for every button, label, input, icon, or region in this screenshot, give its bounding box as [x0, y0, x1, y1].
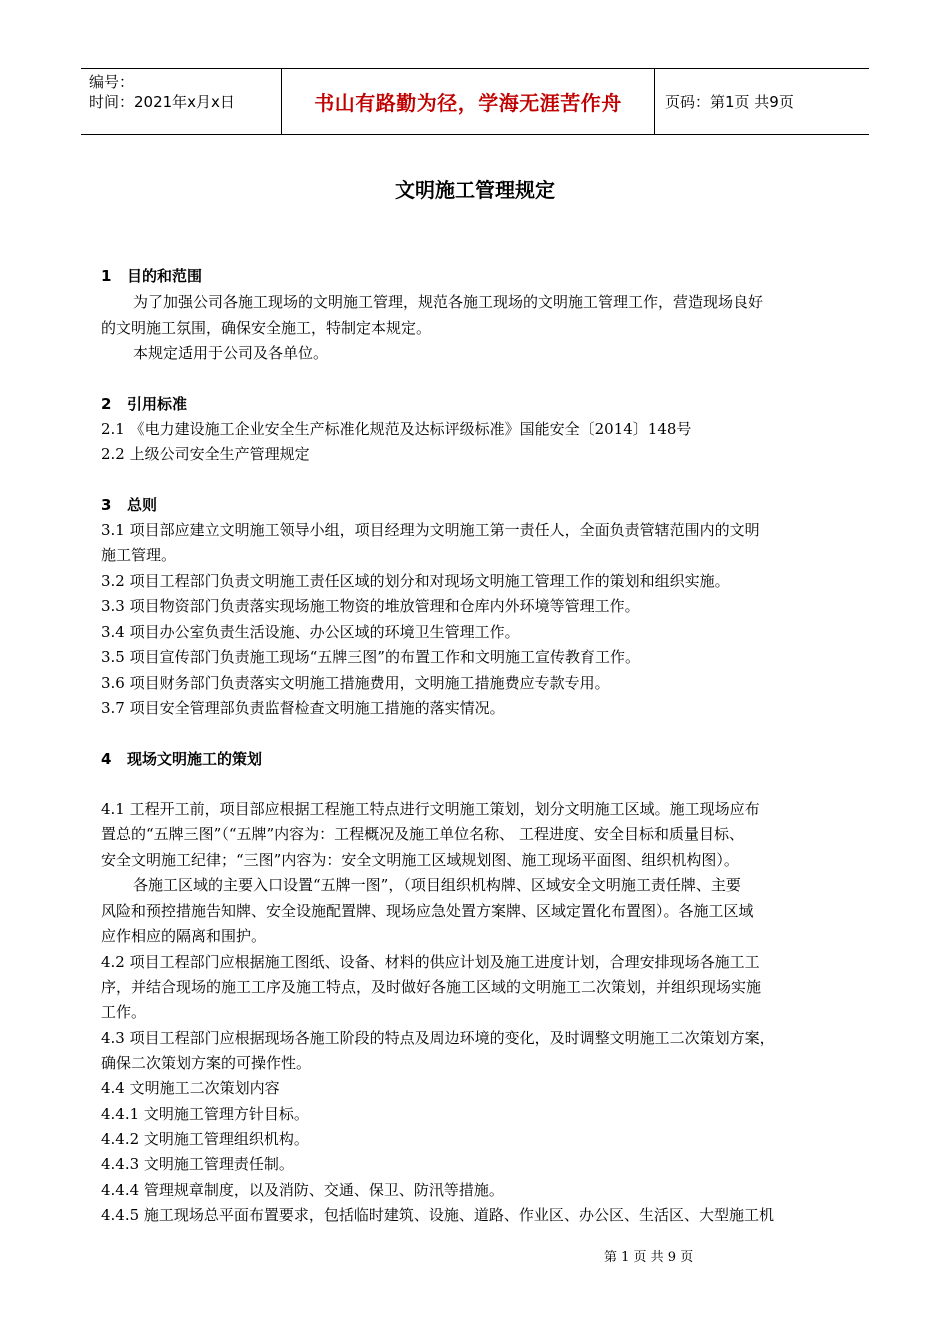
paragraph-line: 3.1 项目部应建立文明施工领导小组，项目经理为文明施工第一责任人，全面负责管辖范围内的文明	[101, 521, 760, 539]
paragraph-line: 4.4.1 文明施工管理方针目标。	[101, 1105, 309, 1123]
document-title: 文明施工管理规定	[395, 178, 555, 202]
paragraph-line: 3.4 项目办公室负责生活设施、办公区域的环境卫生管理工作。	[101, 623, 520, 641]
paragraph-line: 4.4.4 管理规章制度，以及消防、交通、保卫、防汛等措施。	[101, 1181, 504, 1199]
paragraph-line: 确保二次策划方案的可操作性。	[101, 1054, 312, 1072]
paragraph-line: 4.2 项目工程部门应根据施工图纸、设备、材料的供应计划及施工进度计划，合理安排现场各施工工	[101, 953, 760, 971]
section-title: 目的和范围	[127, 267, 203, 285]
paragraph-line: 3.5 项目宣传部门负责施工现场“五牌三图”的布置工作和文明施工宣传教育工作。	[101, 648, 640, 666]
section-heading-2	[101, 394, 187, 414]
document-header	[81, 68, 869, 135]
paragraph-line: 的文明施工氛围，确保安全施工，特制定本规定。	[101, 319, 432, 337]
header-page-code: 页码：第1页 共9页	[665, 93, 794, 111]
paragraph-line: 置总的“五牌三图”（“五牌”内容为：工程概况及施工单位名称、 工程进度、安全目标和质量目标、	[101, 825, 744, 843]
paragraph-line: 风险和预控措施告知牌、安全设施配置牌、现场应急处置方案牌、区域定置化布置图）。各施工区域	[101, 902, 754, 920]
paragraph-line: 安全文明施工纪律；“三图”内容为：安全文明施工区域规划图、施工现场平面图、组织机构图）。	[101, 851, 739, 869]
paragraph-line: 序，并结合现场的施工工序及施工特点，及时做好各施工区域的文明施工二次策划，并组织现场实施	[101, 978, 762, 996]
section-number: 4	[101, 750, 112, 768]
paragraph-line: 4.4.3 文明施工管理责任制。	[101, 1155, 294, 1173]
paragraph-line: 应作相应的隔离和围护。	[101, 927, 267, 945]
document-number-label: 编号：	[89, 73, 135, 91]
section-heading-3	[101, 495, 157, 515]
section-title: 总则	[127, 496, 158, 514]
page-footer: 第 1 页 共 9 页	[604, 1250, 694, 1265]
document-date: 时间：2021年x月x日	[89, 93, 235, 111]
paragraph-line: 工作。	[101, 1003, 147, 1021]
paragraph-line: 4.1 工程开工前，项目部应根据工程施工特点进行文明施工策划，划分文明施工区域。施工现场应布	[101, 800, 760, 818]
section-number: 3	[101, 496, 112, 514]
section-title: 现场文明施工的策划	[127, 750, 263, 768]
paragraph-line: 3.7 项目安全管理部负责监督检查文明施工措施的落实情况。	[101, 699, 505, 717]
section-title: 引用标准	[127, 395, 188, 413]
paragraph-line: 本规定适用于公司及各单位。	[133, 344, 329, 362]
paragraph-line: 各施工区域的主要入口设置“五牌一图”，（项目组织机构牌、区域安全文明施工责任牌、主要	[133, 876, 741, 894]
section-heading-1	[101, 266, 202, 286]
paragraph-line: 3.3 项目物资部门负责落实现场施工物资的堆放管理和仓库内外环境等管理工作。	[101, 597, 640, 615]
paragraph-line: 4.4.2 文明施工管理组织机构。	[101, 1130, 309, 1148]
paragraph-line: 4.3 项目工程部门应根据现场各施工阶段的特点及周边环境的变化，及时调整文明施工二次策划方案，	[101, 1029, 775, 1047]
paragraph-line: 施工管理。	[101, 546, 177, 564]
paragraph-line: 3.2 项目工程部门负责文明施工责任区域的划分和对现场文明施工管理工作的策划和组织实施。	[101, 572, 730, 590]
header-info-cell	[81, 69, 282, 134]
section-heading-4	[101, 749, 262, 769]
paragraph-line: 2.2 上级公司安全生产管理规定	[101, 445, 310, 463]
paragraph-line: 4.4 文明施工二次策划内容	[101, 1079, 280, 1097]
motto-text: 书山有路勤为径，学海无涯苦作舟	[314, 91, 622, 115]
paragraph-line: 4.4.5 施工现场总平面布置要求，包括临时建筑、设施、道路、作业区、办公区、生活区、大型施工机	[101, 1206, 774, 1224]
section-number: 2	[101, 395, 112, 413]
header-motto-cell	[282, 69, 655, 134]
paragraph-line: 2.1 《电力建设施工企业安全生产标准化规范及达标评级标准》国能安全〔2014〕148号	[101, 420, 692, 438]
paragraph-line: 3.6 项目财务部门负责落实文明施工措施费用，文明施工措施费应专款专用。	[101, 674, 610, 692]
paragraph-line: 为了加强公司各施工现场的文明施工管理，规范各施工现场的文明施工管理工作，营造现场良好	[133, 293, 764, 311]
section-number: 1	[101, 267, 112, 285]
